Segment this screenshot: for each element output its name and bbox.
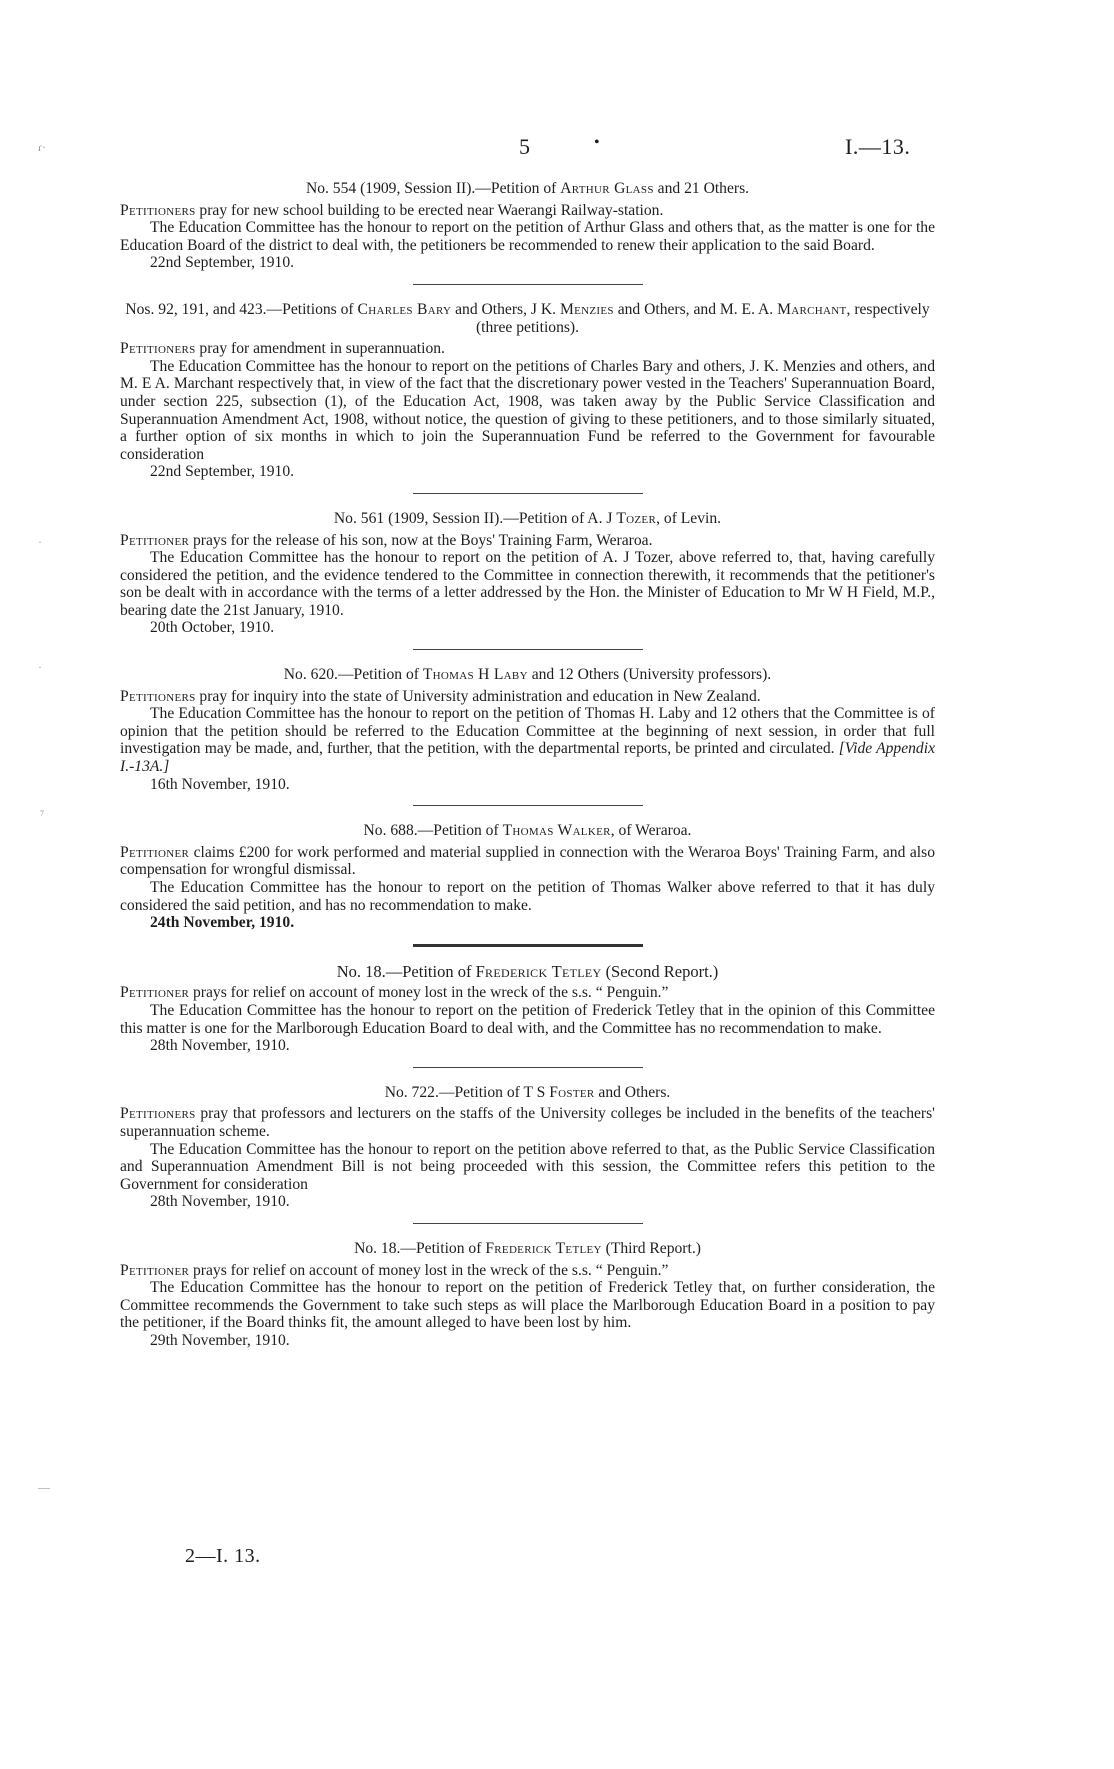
petition-prayer: Petitioners pray for new school building to be erected near Waerangi Railway-station. xyxy=(120,201,664,219)
page-number: 5 xyxy=(519,134,530,159)
margin-mark: ɾ· xyxy=(38,140,46,154)
petition-section xyxy=(120,1240,935,1350)
committee-report: The Education Committee has the honour to report on the petition of Thomas H. Laby and 12 others that the Committee is of opinion that the petition should be referred to the Education Committee at the beginning of next session, in order that full investigation may be made, and, further, that the petition, with the departmental reports, be printed and circulated. [Vide Appendix I.-13A.] xyxy=(120,705,935,776)
petition-section xyxy=(120,1084,935,1211)
petition-prayer: Petitioner prays for relief on account of money lost in the wreck of the s.s. “ Penguin.” xyxy=(120,1261,669,1279)
document-reference: I.—13. xyxy=(845,134,911,159)
margin-mark: · xyxy=(38,660,42,674)
section-divider xyxy=(413,649,643,650)
petition-section xyxy=(120,963,935,1055)
petition-title: No. 554 (1909, Session II).—Petition of Arthur Glass and 21 Others. xyxy=(305,180,750,197)
section-divider xyxy=(413,1067,643,1068)
petition-prayer: Petitioners pray for amendment in superannuation. xyxy=(120,340,445,358)
section-divider xyxy=(413,944,643,947)
petition-title: No. 722.—Petition of T S Foster and Others. xyxy=(384,1083,671,1101)
petition-title: No. 688.—Petition of Thomas Walker, of Weraroa. xyxy=(363,822,692,840)
report-date: 24th November, 1910. xyxy=(150,914,295,932)
petition-title: No. 18.—Petition of Frederick Tetley (Second Report.) xyxy=(336,961,719,981)
report-date: 22nd September, 1910. xyxy=(150,463,295,481)
petition-title: No. 18.—Petition of Frederick Tetley (Third Report.) xyxy=(354,1239,701,1257)
committee-report: The Education Committee has the honour to report on the petition above referred to that, as the Public Service Classification and Superannuation Amendment Bill is not being proceeded with this session, the Committee refers this petition to the Government for consideration xyxy=(120,1140,935,1193)
committee-report: The Education Committee has the honour to report on the petition of Arthur Glass and others that, as the matter is one for the Education Board of the district to deal with, the petitioners be recommended to renew their application to the said Board. xyxy=(120,219,935,254)
report-date: 28th November, 1910. xyxy=(150,1037,290,1055)
section-divider xyxy=(413,805,643,806)
committee-report: The Education Committee has the honour to report on the petition of Frederick Tetley that in the opinion of this Committee this matter is one for the Marlborough Education Board to deal with, and the Committee has no recommendation to make. xyxy=(120,1001,935,1037)
signature-mark: 2—I. 13. xyxy=(185,1545,261,1567)
petition-title: No. 561 (1909, Session II).—Petition of A. J Tozer, of Levin. xyxy=(333,509,722,527)
document-body xyxy=(120,180,935,1349)
section-divider xyxy=(413,284,643,285)
committee-report: The Education Committee has the honour to report on the petition of A. J Tozer, above referred to, that, having carefully considered the petition, and the evidence tendered to the Committee in connection therewith, it recommends that the petitioner's son be dealt with in accordance with the terms of a letter addressed by the Hon. the Minister of Education to Mr W H Field, M.P., bearing date the 21st January, 1910. xyxy=(120,549,935,619)
petition-section xyxy=(120,301,935,481)
report-date: 20th October, 1910. xyxy=(150,619,275,637)
committee-report: The Education Committee has the honour to report on the petition of Frederick Tetley that, on further consideration, the Committee recommends the Government to take such steps as will place the Marlborough Education Board in a position to pay the petitioner, if the Board thinks fit, the amount alleged to have been lost by him. xyxy=(120,1279,935,1332)
report-date: 28th November, 1910. xyxy=(150,1193,290,1211)
margin-mark: · xyxy=(38,535,42,549)
petition-prayer: Petitioner prays for relief on account of money lost in the wreck of the s.s. “ Penguin.” xyxy=(120,984,669,1002)
report-date: 22nd September, 1910. xyxy=(150,254,295,272)
committee-report: The Education Committee has the honour to report on the petitions of Charles Bary and others, J. K. Menzies and others, and M. E A. Marchant respectively that, in view of the fact that the discretionary power vested in the Teachers' Superannuation Board, under section 225, subsection (1), of the Education Act, 1908, was taken away by the Public Service Classification and Superannuation Amendment Act, 1908, without notice, the question of giving to these petitioners, and to those similarly situated, a further option of six months in which to join the Superannuation Fund be referred to the Government for favourable consideration xyxy=(120,357,935,463)
petition-section xyxy=(120,180,935,272)
committee-report: The Education Committee has the honour to report on the petition of Thomas Walker above referred to that it has duly considered the said petition, and has no recommendation to make. xyxy=(120,879,935,914)
section-divider xyxy=(413,1223,643,1224)
section-divider xyxy=(413,493,643,494)
petition-title: Nos. 92, 191, and 423.—Petitions of Charles Bary and Others, J K. Menzies and Others, and M. E. A. Marchant, respectively (three petitions). xyxy=(125,300,930,336)
petition-prayer: Petitioner claims £200 for work performed and material supplied in connection with the Weraroa Boys' Training Farm, and also compensation for wrongful dismissal. xyxy=(120,843,935,879)
page-header xyxy=(0,134,1114,166)
appendix-reference: [Vide Appendix I.-13A.] xyxy=(120,740,935,776)
header-bullet: • xyxy=(594,134,600,151)
petition-prayer: Petitioner prays for the release of his son, now at the Boys' Training Farm, Weraroa. xyxy=(120,531,653,549)
petition-title: No. 620.—Petition of Thomas H Laby and 12 Others (University professors). xyxy=(283,666,772,684)
report-date: 29th November, 1910. xyxy=(150,1331,290,1349)
margin-mark: ⁷ xyxy=(40,808,45,822)
petition-prayer: Petitioners pray for inquiry into the state of University administration and education in New Zealand. xyxy=(120,687,761,705)
margin-mark: — xyxy=(38,1480,50,1494)
petition-section xyxy=(120,510,935,637)
report-date: 16th November, 1910. xyxy=(150,775,290,793)
petition-section xyxy=(120,666,935,793)
petition-section xyxy=(120,822,935,932)
petition-prayer: Petitioners pray that professors and lecturers on the staffs of the University colleges be included in the benefits of the teachers' superannuation scheme. xyxy=(120,1105,935,1140)
